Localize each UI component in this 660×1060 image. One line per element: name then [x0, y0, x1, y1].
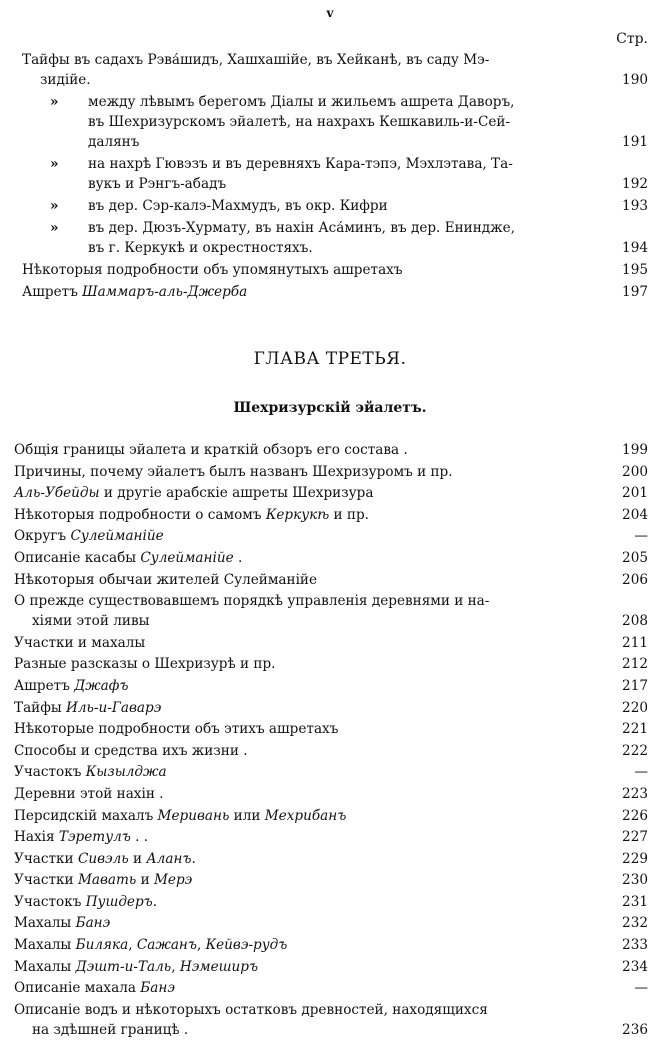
- entry-text: зидійе.: [40, 72, 91, 88]
- entry-line: [88, 132, 600, 152]
- toc-entry: [0, 1000, 660, 1040]
- entry-text: Нѣкоторые подробности объ этихъ ашретахъ: [14, 721, 339, 738]
- toc-entry: [0, 548, 660, 568]
- toc-entry: [0, 913, 660, 933]
- entry-text: . .: [130, 829, 149, 846]
- toc-entry: [0, 698, 660, 718]
- entry-text: и: [136, 872, 154, 889]
- ditto-mark: »: [50, 94, 59, 110]
- entry-text: Деревни этой нахін .: [14, 785, 164, 802]
- entry-text: Разные разсказы о Шехризурѣ и пр.: [14, 656, 276, 673]
- entry-text: Ашретъ: [14, 677, 75, 694]
- toc-entry: [0, 462, 660, 482]
- entry-line: [88, 174, 600, 194]
- entry-text: въ дер. Сэр-калэ-Махмудъ, въ окр. Кифри: [88, 198, 388, 214]
- page-number: 232: [622, 915, 648, 932]
- entry-text: Махалы: [14, 937, 76, 954]
- toc-entry: [0, 570, 660, 590]
- entry-text: далянъ: [88, 134, 140, 150]
- entry-line: [88, 238, 600, 258]
- entry-line: [14, 591, 600, 611]
- entry-text: О прежде существовавшемъ порядкѣ управленія деревнями и на-: [14, 593, 490, 610]
- entry-text: Нахія: [14, 829, 59, 846]
- entry-line: [14, 440, 600, 460]
- entry-text: въ Шехризурскомъ эйалетѣ, на нахрахъ Кешкавиль-и-Сей-: [88, 114, 511, 130]
- entry-italic-text: Керкукѣ: [265, 506, 330, 523]
- entry-text: Общія границы эйалета и краткій обзоръ его состава .: [14, 442, 408, 458]
- entry-italic-text: Мавать: [77, 872, 137, 889]
- page-number: 233: [622, 937, 648, 954]
- entry-line: [14, 806, 600, 826]
- toc-entry: [0, 827, 660, 847]
- entry-italic-text: Тэретулъ: [58, 829, 131, 846]
- entry-line: [14, 548, 600, 568]
- entry-text: или: [229, 807, 265, 824]
- entry-text: Персидскій махалъ: [14, 807, 158, 824]
- page-number: 195: [622, 262, 648, 278]
- entry-italic-text: Меривань: [157, 807, 230, 824]
- entry-text: Нѣкоторыя обычаи жителей Сулейманійе: [14, 571, 318, 588]
- page-number: 199: [622, 442, 648, 458]
- entry-text: ,: [171, 958, 180, 975]
- entry-italic-text: Сулейманійе: [140, 549, 234, 566]
- entry-line: [14, 526, 600, 546]
- entry-line: [14, 654, 600, 674]
- toc-entry: [0, 935, 660, 955]
- page-number: 223: [622, 785, 648, 802]
- entry-line: [14, 570, 600, 590]
- entry-text: Описаніе касабы: [14, 549, 141, 566]
- page-number: 197: [622, 284, 648, 300]
- entry-text: Округъ: [14, 528, 71, 545]
- page-number: 194: [622, 240, 648, 256]
- ditto-mark: »: [50, 198, 59, 214]
- page-number: 201: [622, 485, 648, 502]
- toc-entry: [0, 260, 660, 280]
- page-number: —: [634, 528, 648, 545]
- entry-line: [14, 1020, 600, 1040]
- entry-line: [88, 92, 600, 112]
- page-number: 229: [622, 850, 648, 867]
- toc-entry: [0, 282, 660, 302]
- toc-entry: [0, 50, 660, 90]
- entry-line: [14, 698, 600, 718]
- toc-entry: [0, 505, 660, 525]
- entry-line: [88, 218, 600, 238]
- page-numeral: v: [326, 6, 334, 20]
- entry-line: [14, 784, 600, 804]
- toc-entry: [0, 483, 660, 503]
- toc-entry: [0, 154, 660, 194]
- page-number: 193: [622, 198, 648, 214]
- entry-text: Описаніе водъ и нѣкоторыхъ остатковъ древностей, находящихся: [14, 1001, 488, 1018]
- entry-line: [14, 892, 600, 912]
- entry-italic-text: Сивэль: [77, 850, 129, 867]
- entry-italic-text: Банэ: [140, 980, 175, 997]
- chapter-subtitle: Шехризурскій эйалетъ.: [233, 400, 427, 416]
- page-number: 226: [622, 807, 648, 824]
- entry-line: [14, 719, 600, 739]
- entry-line: [88, 196, 600, 216]
- entry-italic-text: Мехрибанъ: [264, 807, 347, 824]
- page-number: 206: [622, 571, 648, 588]
- entry-italic-text: Сажанъ: [136, 937, 197, 954]
- entry-line: [22, 50, 600, 70]
- entry-text: ,: [128, 937, 137, 954]
- entry-text: .: [152, 893, 158, 910]
- toc-entry: [0, 892, 660, 912]
- entry-text: хіями этой ливы: [32, 613, 150, 630]
- page-number: —: [634, 764, 648, 781]
- entry-italic-text: Банэ: [75, 915, 111, 932]
- entry-italic-text: Аль-Убейды: [14, 485, 100, 502]
- entry-line: [14, 913, 600, 933]
- entry-text: ,: [196, 937, 206, 954]
- page-number: 192: [622, 176, 648, 192]
- toc-entry: [0, 784, 660, 804]
- entry-italic-text: Кызылджа: [85, 764, 167, 781]
- toc-entry: [0, 741, 660, 761]
- toc-entry: [0, 957, 660, 977]
- entry-italic-text: Шаммаръ-аль-Джерба: [82, 284, 248, 300]
- entry-italic-text: Иль-и-Гаварэ: [66, 699, 162, 716]
- entry-line: [88, 112, 600, 132]
- entry-line: [14, 462, 600, 482]
- entry-line: [14, 957, 600, 977]
- page-number: 208: [622, 613, 648, 630]
- entry-text: Участокъ: [14, 764, 86, 781]
- ditto-mark: »: [50, 156, 59, 172]
- page-number: 230: [622, 872, 648, 889]
- entry-line: [14, 483, 600, 503]
- entry-text: Участки: [14, 850, 78, 867]
- toc-entry: [0, 526, 660, 546]
- toc-section-2: [0, 440, 660, 1041]
- entry-italic-text: Биляка: [75, 937, 129, 954]
- entry-line: [14, 849, 600, 869]
- entry-line: [14, 1000, 600, 1020]
- toc-entry: [0, 849, 660, 869]
- toc-entry: [0, 633, 660, 653]
- entry-line: [14, 870, 600, 890]
- page-number: 231: [622, 893, 648, 910]
- toc-entry: [0, 978, 660, 998]
- entry-text: и пр.: [329, 506, 370, 523]
- toc-entry: [0, 196, 660, 216]
- entry-italic-text: Дэшт-и-Таль: [75, 958, 172, 975]
- page-number: 191: [622, 134, 648, 150]
- ditto-mark: »: [50, 220, 59, 236]
- entry-italic-text: Пушдеръ: [85, 893, 153, 910]
- toc-entry: [0, 440, 660, 460]
- entry-italic-text: Джафъ: [74, 677, 129, 694]
- toc-entry: [0, 806, 660, 826]
- entry-italic-text: Нэмеширъ: [179, 958, 259, 975]
- entry-line: [14, 935, 600, 955]
- entry-italic-text: Аланъ: [146, 850, 192, 867]
- entry-line: [14, 978, 600, 998]
- page-number: 222: [622, 742, 648, 759]
- page-number: 190: [622, 72, 648, 88]
- entry-italic-text: Кейвэ-рудъ: [205, 937, 288, 954]
- entry-line: [14, 741, 600, 761]
- page-column-header: Стр.: [616, 31, 648, 47]
- chapter-title: ГЛАВА ТРЕТЬЯ.: [253, 349, 407, 369]
- entry-text: и другіе арабскіе ашреты Шехризура: [99, 485, 374, 502]
- entry-text: .: [233, 549, 243, 566]
- toc-entry: [0, 654, 660, 674]
- entry-text: между лѣвымъ берегомъ Діалы и жильемъ ашрета Даворъ,: [88, 94, 515, 110]
- entry-italic-text: Мерэ: [153, 872, 193, 889]
- entry-text: на здѣшней границѣ .: [32, 1021, 189, 1038]
- toc-entry: [0, 762, 660, 782]
- entry-text: Описаніе махала: [14, 980, 141, 997]
- entry-line: [22, 70, 600, 90]
- entry-line: [22, 282, 600, 302]
- entry-text: Махалы: [14, 915, 76, 932]
- page-number: 221: [622, 721, 648, 738]
- entry-text: Махалы: [14, 958, 76, 975]
- entry-line: [14, 762, 600, 782]
- entry-line: [22, 260, 600, 280]
- entry-text: въ дер. Дюзъ-Хурмату, въ нахін Аса́минъ, въ дер. Ениндже,: [88, 220, 516, 236]
- entry-line: [88, 154, 600, 174]
- entry-italic-text: Сулейманійе: [70, 528, 164, 545]
- page-number: 227: [622, 829, 648, 846]
- page-number: —: [634, 980, 648, 997]
- toc-entry: [0, 870, 660, 890]
- page-number: 236: [622, 1021, 648, 1038]
- entry-text: Тайфы: [14, 699, 67, 716]
- entry-text: и: [128, 850, 147, 867]
- page-number: 211: [622, 634, 648, 651]
- entry-text: Причины, почему эйалетъ былъ названъ Шехризуромъ и пр.: [14, 463, 453, 480]
- entry-text: Участокъ: [14, 893, 86, 910]
- entry-text: вукъ и Рэнгъ-абадъ: [88, 176, 227, 192]
- entry-text: Ашретъ: [22, 284, 83, 300]
- toc-entry: [0, 92, 660, 152]
- entry-text: въ г. Керкукѣ и окрестностяхъ.: [88, 240, 313, 256]
- page-number: 205: [622, 549, 648, 566]
- page-number: 212: [622, 656, 648, 673]
- page-number: 220: [622, 699, 648, 716]
- toc-entry: [0, 676, 660, 696]
- entry-text: Тайфы въ садахъ Рэва́шидъ, Хашхашійе, въ Хейканѣ, въ саду Мэ-: [22, 52, 490, 68]
- entry-text: Способы и средства ихъ жизни .: [14, 742, 248, 759]
- toc-entry: [0, 719, 660, 739]
- page-number: 200: [622, 463, 648, 480]
- page-number: 204: [622, 506, 648, 523]
- entry-line: [14, 827, 600, 847]
- entry-text: Участки и махалы: [14, 634, 146, 651]
- toc-entry: [0, 591, 660, 631]
- toc-section-1: [0, 50, 660, 304]
- toc-entry: [0, 218, 660, 258]
- page-number: 234: [622, 958, 648, 975]
- entry-line: [14, 611, 600, 631]
- entry-line: [14, 505, 600, 525]
- entry-text: Участки: [14, 872, 78, 889]
- entry-text: Нѣкоторыя подробности объ упомянутыхъ ашретахъ: [22, 262, 403, 278]
- entry-text: .: [191, 850, 196, 867]
- entry-line: [14, 633, 600, 653]
- entry-text: на нахрѣ Гювэзъ и въ деревняхъ Кара-тэпэ, Мэхлэтава, Та-: [88, 156, 513, 172]
- page-number: 217: [622, 677, 648, 694]
- entry-line: [14, 676, 600, 696]
- entry-text: Нѣкоторыя подробности о самомъ: [14, 506, 266, 523]
